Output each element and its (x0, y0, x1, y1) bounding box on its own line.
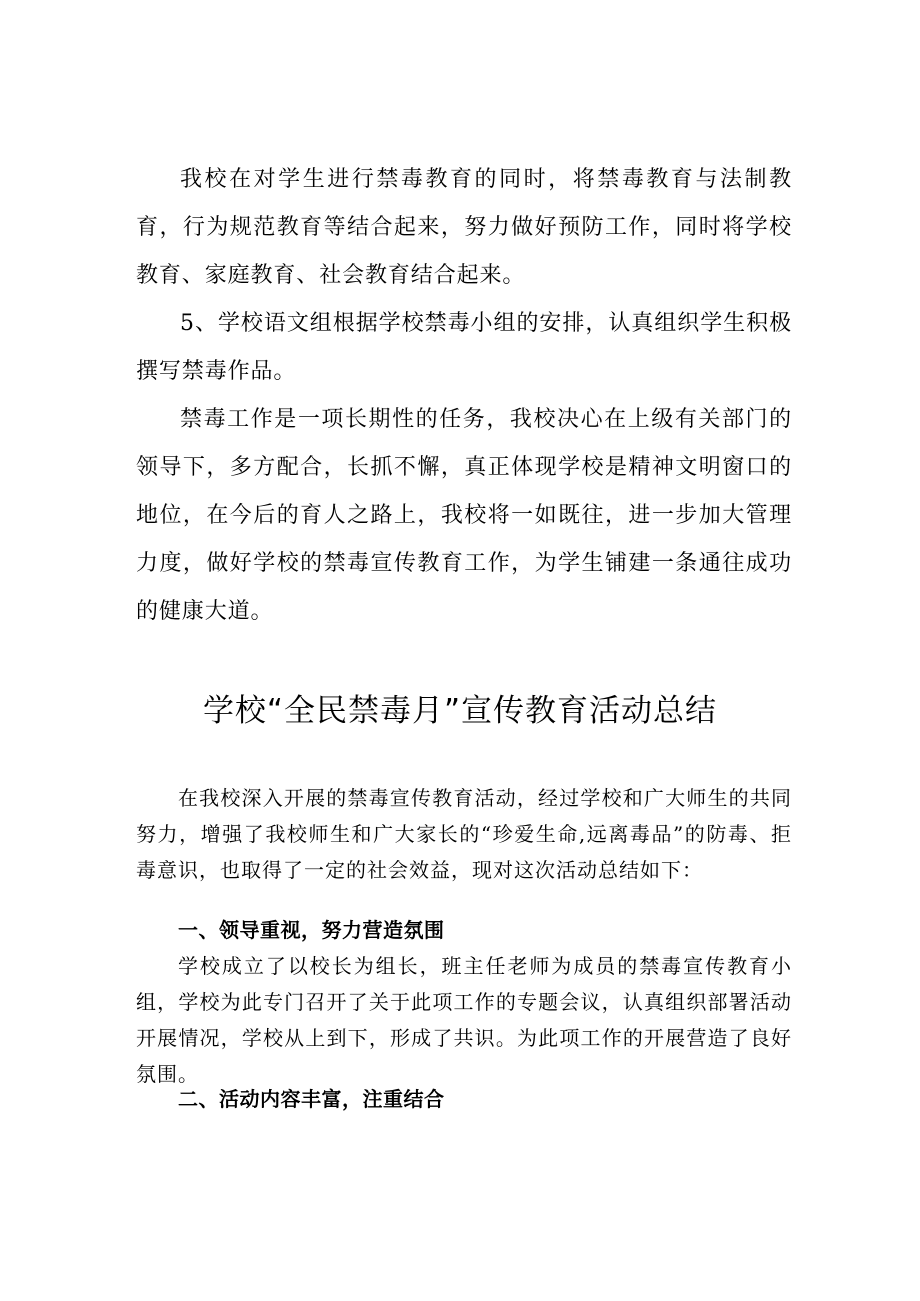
paragraph-long-term-task: 禁毒工作是一项长期性的任务，我校决心在上级有关部门的领导下，多方配合，长抓不懈，真正体现学校是精神文明窗口的地位，在今后的育人之路上，我校将一如既往，进一步加大管理力度，做好学校的禁毒宣传教育工作，为学生铺建一条通往成功的健康大道。 (136, 407, 792, 624)
section-1-body: 学校成立了以校长为组长，班主任老师为成员的禁毒宣传教育小组，学校为此专门召开了关于此项工作的专题会议，认真组织部署活动开展情况，学校从上到下，形成了共识。为此项工作的开展营造了良好氛围。 (136, 954, 792, 1086)
paragraph-chinese-group-works: 5、学校语文组根据学校禁毒小组的安排，认真组织学生积极撰写禁毒作品。 (136, 311, 792, 384)
article-intro: 在我校深入开展的禁毒宣传教育活动，经过学校和广大师生的共同努力，增强了我校师生和广大家长的“珍爱生命,远离毒品”的防毒、拒毒意识，也取得了一定的社会效益，现对这次活动总结如下： (136, 786, 792, 882)
section-1-heading: 一、领导重视，努力营造氛围 (178, 918, 445, 942)
paragraph-prevention-education: 我校在对学生进行禁毒教育的同时，将禁毒教育与法制教育，行为规范教育等结合起来，努力做好预防工作，同时将学校教育、家庭教育、社会教育结合起来。 (136, 167, 792, 288)
article-title: 学校“全民禁毒月”宣传教育活动总结 (202, 693, 718, 729)
section-2-heading: 二、活动内容丰富，注重结合 (178, 1087, 445, 1111)
